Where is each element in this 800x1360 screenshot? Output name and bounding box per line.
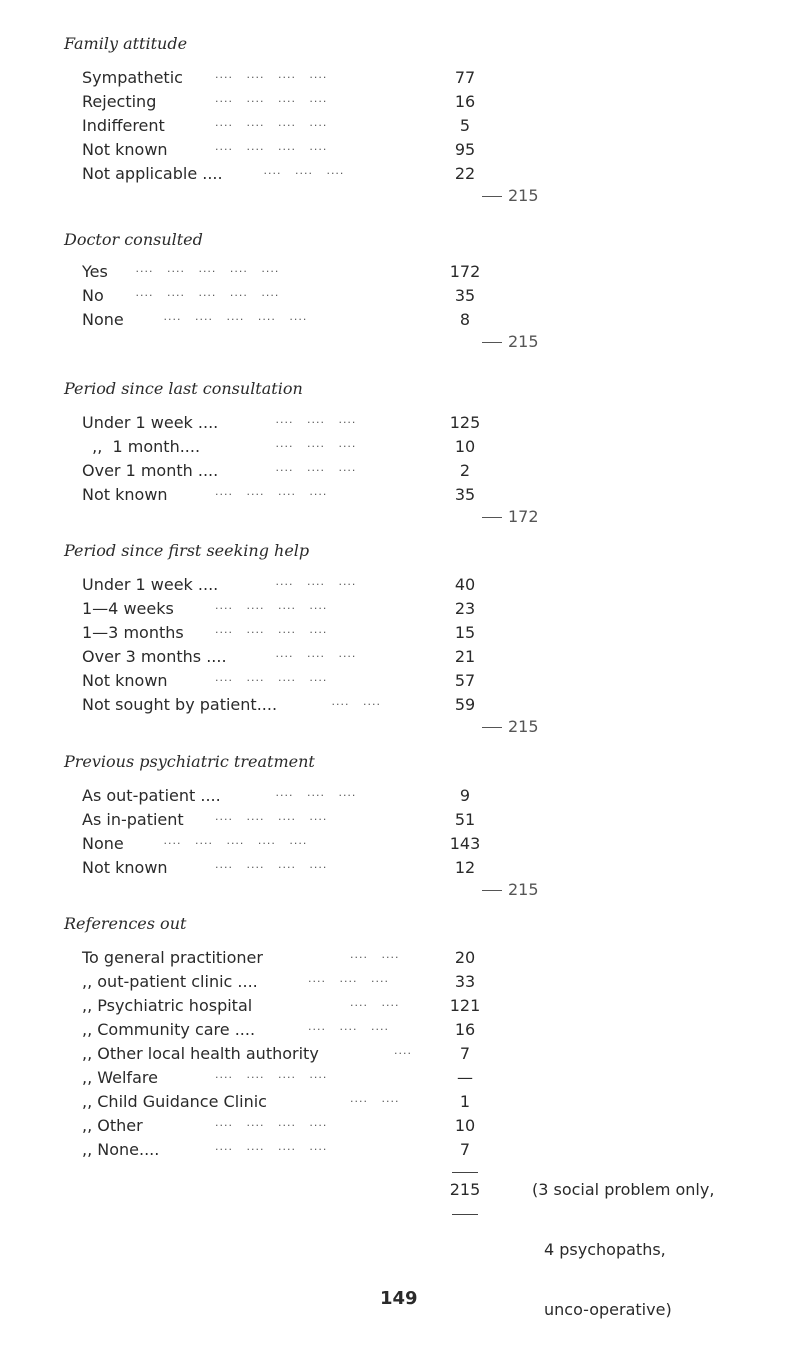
- table-row: [0, 695, 800, 719]
- row-label: Not applicable ....: [82, 164, 223, 183]
- leader-dots: .... .... ....: [308, 1020, 389, 1033]
- row-value: 125: [449, 413, 481, 432]
- row-label: ,, Child Guidance Clinic: [82, 1092, 267, 1111]
- row-value: 35: [454, 485, 476, 504]
- leader-dots: .... .... .... ....: [215, 671, 328, 684]
- row-label: To general practitioner: [82, 948, 263, 967]
- sum-rule: [452, 1214, 478, 1215]
- row-value: 59: [454, 695, 476, 714]
- section-heading: Previous psychiatric treatment: [64, 752, 315, 771]
- table-row: [0, 599, 800, 623]
- table-row: [0, 68, 800, 92]
- table-row: [0, 996, 800, 1020]
- section-total: [482, 186, 539, 205]
- leader-dots: ....: [394, 1044, 412, 1057]
- row-label: Not known: [82, 485, 168, 504]
- row-label: 1—4 weeks: [82, 599, 174, 618]
- row-label: None: [82, 310, 124, 329]
- row-label: Under 1 week ....: [82, 575, 219, 594]
- row-label: ,, Other local health authority: [82, 1044, 319, 1063]
- row-value: 77: [454, 68, 476, 87]
- row-label: ,, None....: [82, 1140, 160, 1159]
- table-row: [0, 948, 800, 972]
- row-value: 121: [449, 996, 481, 1015]
- row-value: 40: [454, 575, 476, 594]
- leader-dots: .... .... .... ....: [215, 810, 328, 823]
- total-value: 215: [508, 717, 539, 736]
- section-total: [482, 507, 539, 526]
- row-value: 33: [454, 972, 476, 991]
- row-value: 172: [449, 262, 481, 281]
- row-label: Not known: [82, 671, 168, 690]
- footnote-line: 4 psychopaths,: [544, 1240, 666, 1259]
- table-row: [0, 164, 800, 188]
- row-label: Over 1 month ....: [82, 461, 219, 480]
- leader-dots: .... .... .... ....: [215, 116, 328, 129]
- total-dash: [482, 727, 502, 728]
- row-label: ,, Welfare: [82, 1068, 158, 1087]
- leader-dots: .... .... .... ....: [215, 599, 328, 612]
- leader-dots: .... .... ....: [308, 972, 389, 985]
- table-row: [0, 461, 800, 485]
- leader-dots: .... .... .... ....: [215, 858, 328, 871]
- section-heading: References out: [64, 914, 187, 933]
- table-row: [0, 972, 800, 996]
- table-row: [0, 1068, 800, 1092]
- row-label: ,, Psychiatric hospital: [82, 996, 253, 1015]
- total-value: 172: [508, 507, 539, 526]
- row-value: 7: [459, 1140, 471, 1159]
- row-label: Rejecting: [82, 92, 157, 111]
- table-row: [0, 575, 800, 599]
- leader-dots: .... .... ....: [262, 461, 357, 474]
- section-total: [482, 717, 539, 736]
- row-value: 5: [459, 116, 471, 135]
- leader-dots: .... .... .... ....: [215, 1116, 328, 1129]
- total-value: 215: [508, 880, 539, 899]
- row-label: ,, 1 month....: [82, 437, 201, 456]
- table-row: [0, 485, 800, 509]
- row-value: —: [457, 1068, 473, 1087]
- leader-dots: .... .... .... .... ....: [150, 310, 308, 323]
- section-heading: Doctor consulted: [64, 230, 203, 249]
- row-value: 10: [454, 437, 476, 456]
- table-row: [0, 116, 800, 140]
- row-value: 22: [454, 164, 476, 183]
- leader-dots: .... ....: [350, 1092, 400, 1105]
- row-value: 95: [454, 140, 476, 159]
- section-heading: Period since last consultation: [64, 379, 303, 398]
- section-heading: Period since first seeking help: [64, 541, 310, 560]
- table-row: [0, 1116, 800, 1140]
- table-row: [0, 92, 800, 116]
- table-row: [0, 310, 800, 334]
- leader-dots: .... .... .... .... ....: [122, 286, 280, 299]
- leader-dots: .... .... .... ....: [215, 68, 328, 81]
- leader-dots: .... .... ....: [262, 575, 357, 588]
- table-row: [0, 413, 800, 437]
- leader-dots: .... .... ....: [262, 437, 357, 450]
- row-value: 12: [454, 858, 476, 877]
- row-value: 8: [459, 310, 471, 329]
- sum-rule: [452, 1172, 478, 1173]
- leader-dots: .... .... ....: [262, 413, 357, 426]
- row-value: 16: [454, 92, 476, 111]
- row-label: As in-patient: [82, 810, 184, 829]
- row-value: 143: [449, 834, 481, 853]
- table-row: [0, 140, 800, 164]
- table-row: [0, 1020, 800, 1044]
- leader-dots: .... ....: [350, 948, 400, 961]
- footnote-line: (3 social problem only,: [532, 1180, 715, 1199]
- table-row: [0, 1092, 800, 1116]
- leader-dots: .... .... .... .... ....: [122, 262, 280, 275]
- leader-dots: .... .... .... ....: [215, 1140, 328, 1153]
- table-row: [0, 286, 800, 310]
- row-label: Not known: [82, 140, 168, 159]
- grand-total: 215: [449, 1180, 481, 1199]
- table-row: [0, 647, 800, 671]
- footnote: [532, 1140, 714, 1360]
- leader-dots: .... .... .... .... ....: [150, 834, 308, 847]
- row-label: Sympathetic: [82, 68, 183, 87]
- table-row: [0, 810, 800, 834]
- table-row: [0, 262, 800, 286]
- row-label: Over 3 months ....: [82, 647, 227, 666]
- row-label: Yes: [82, 262, 108, 281]
- row-label: As out-patient ....: [82, 786, 221, 805]
- section-total: [482, 880, 539, 899]
- total-dash: [482, 890, 502, 891]
- row-value: 9: [459, 786, 471, 805]
- row-value: 57: [454, 671, 476, 690]
- leader-dots: .... .... .... ....: [215, 623, 328, 636]
- row-value: 16: [454, 1020, 476, 1039]
- row-label: Not known: [82, 858, 168, 877]
- leader-dots: .... .... ....: [262, 647, 357, 660]
- row-label: No: [82, 286, 104, 305]
- row-label: Indifferent: [82, 116, 165, 135]
- page-number: 149: [380, 1288, 418, 1309]
- total-value: 215: [508, 332, 539, 351]
- row-value: 15: [454, 623, 476, 642]
- row-label: Under 1 week ....: [82, 413, 219, 432]
- row-value: 51: [454, 810, 476, 829]
- section-total: [482, 332, 539, 351]
- row-value: 2: [459, 461, 471, 480]
- total-dash: [482, 196, 502, 197]
- row-label: Not sought by patient....: [82, 695, 278, 714]
- table-row: [0, 858, 800, 882]
- leader-dots: .... .... .... ....: [215, 140, 328, 153]
- leader-dots: .... .... ....: [250, 164, 345, 177]
- table-row: [0, 786, 800, 810]
- row-value: 20: [454, 948, 476, 967]
- table-row: [0, 671, 800, 695]
- table-row: [0, 834, 800, 858]
- row-value: 1: [459, 1092, 471, 1111]
- leader-dots: .... .... ....: [262, 786, 357, 799]
- row-value: 21: [454, 647, 476, 666]
- table-row: [0, 437, 800, 461]
- section-heading: Family attitude: [64, 34, 188, 53]
- row-label: None: [82, 834, 124, 853]
- total-dash: [482, 342, 502, 343]
- leader-dots: .... .... .... ....: [215, 485, 328, 498]
- row-value: 35: [454, 286, 476, 305]
- row-value: 7: [459, 1044, 471, 1063]
- row-label: ,, out-patient clinic ....: [82, 972, 258, 991]
- row-label: ,, Other: [82, 1116, 143, 1135]
- total-value: 215: [508, 186, 539, 205]
- row-label: ,, Community care ....: [82, 1020, 256, 1039]
- leader-dots: .... .... .... ....: [215, 1068, 328, 1081]
- leader-dots: .... .... .... ....: [215, 92, 328, 105]
- row-value: 23: [454, 599, 476, 618]
- footnote-line: unco-operative): [544, 1300, 672, 1319]
- table-row: [0, 1044, 800, 1068]
- row-value: 10: [454, 1116, 476, 1135]
- table-row: [0, 623, 800, 647]
- leader-dots: .... ....: [350, 996, 400, 1009]
- leader-dots: .... ....: [318, 695, 381, 708]
- row-label: 1—3 months: [82, 623, 184, 642]
- total-dash: [482, 517, 502, 518]
